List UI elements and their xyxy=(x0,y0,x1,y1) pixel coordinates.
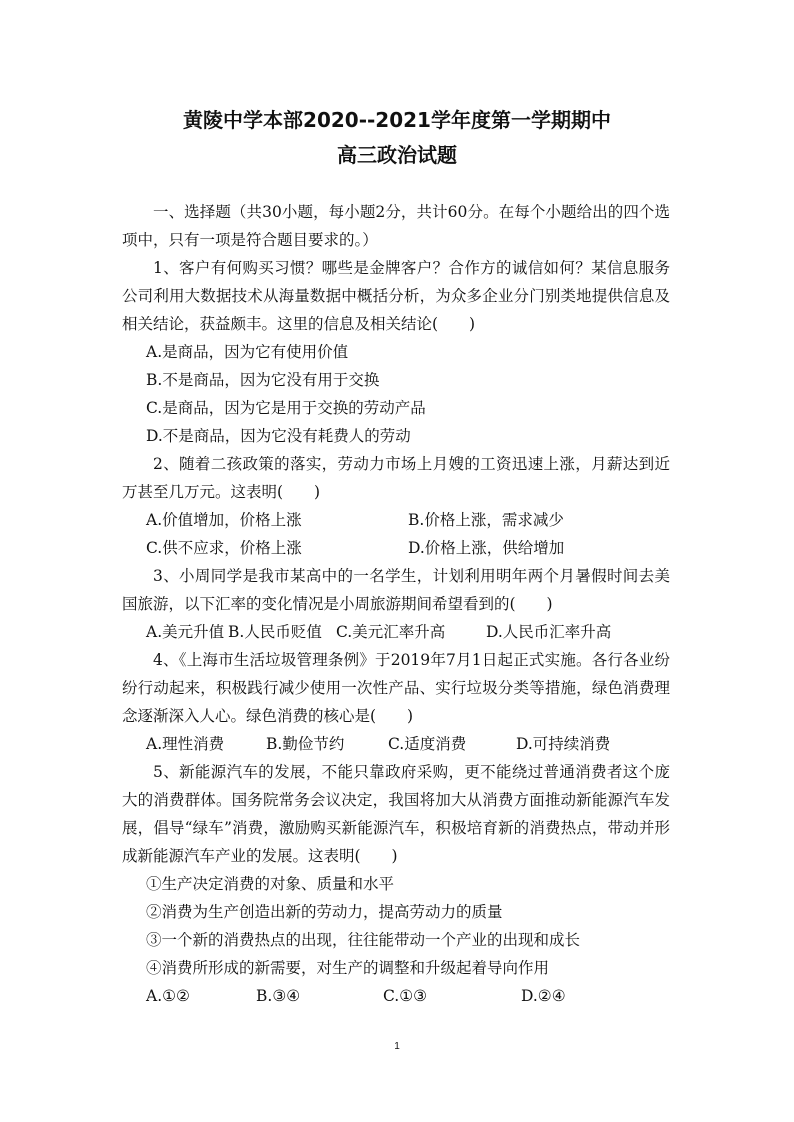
question-4-option-c: C.适度消费 xyxy=(388,735,467,753)
question-3-option-c: C.美元汇率升高 xyxy=(336,623,446,641)
question-4-option-b: B.勤俭节约 xyxy=(266,735,345,753)
question-5-option-d: D.②④ xyxy=(521,987,566,1005)
question-4-options xyxy=(122,730,670,758)
question-2-options-row-1 xyxy=(122,506,670,534)
question-5-option-b: B.③④ xyxy=(256,987,301,1005)
question-2-options-row-2 xyxy=(122,534,670,562)
question-5-stem: 5、新能源汽车的发展，不能只靠政府采购，更不能绕过普通消费者这个庞大的消费群体。国务院常务会议决定，我国将加大从消费方面推动新能源汽车发展，倡导“绿车”消费，激励购买新能源汽车，积极培育新的消费热点，带动并形成新能源汽车产业的发展。这表明( ) xyxy=(122,763,670,865)
question-3-stem: 3、小周同学是我市某高中的一名学生，计划利用明年两个月暑假时间去美国旅游，以下汇率的变化情况是小周旅游期间希望看到的( ) xyxy=(122,567,670,613)
question-5-statement-2: ②消费为生产创造出新的劳动力，提高劳动力的质量 xyxy=(146,903,503,921)
question-2-option-a: A.价值增加，价格上涨 xyxy=(146,511,302,529)
question-1-option-d: D.不是商品，因为它没有耗费人的劳动 xyxy=(146,427,411,445)
exam-subtitle: 高三政治试题 xyxy=(337,143,457,167)
question-3-option-d: D.人民币汇率升高 xyxy=(486,623,612,641)
question-1-option-c: C.是商品，因为它是用于交换的劳动产品 xyxy=(146,399,426,417)
question-4-stem: 4、《上海市生活垃圾管理条例》于2019年7月1日起正式实施。各行各业纷纷行动起来，积极践行减少使用一次性产品、实行垃圾分类等措施，绿色消费理念逐渐深入人心。绿色消费的核心是( ) xyxy=(122,651,670,725)
question-1-option-a: A.是商品，因为它有使用价值 xyxy=(146,343,349,361)
question-3-option-a: A.美元升值 xyxy=(146,623,225,641)
question-4-option-a: A.理性消费 xyxy=(146,735,225,753)
exam-title: 黄陵中学本部2020--2021学年度第一学期期中 xyxy=(183,108,611,132)
question-5-statement-3: ③一个新的消费热点的出现，往往能带动一个产业的出现和成长 xyxy=(146,931,581,949)
question-2-stem: 2、随着二孩政策的落实，劳动力市场上月嫂的工资迅速上涨，月薪达到近万甚至几万元。这表明( ) xyxy=(122,455,670,501)
question-5-options xyxy=(122,982,670,1010)
question-2-option-c: C.供不应求，价格上涨 xyxy=(146,539,302,557)
question-3-options xyxy=(122,618,670,646)
question-1-stem: 1、客户有何购买习惯？哪些是金牌客户？合作方的诚信如何？某信息服务公司利用大数据技术从海量数据中概括分析，为众多企业分门别类地提供信息及相关结论，获益颇丰。这里的信息及相关结论( ) xyxy=(122,259,670,333)
question-2-option-d: D.价格上涨，供给增加 xyxy=(408,539,565,557)
question-4-option-d: D.可持续消费 xyxy=(516,735,611,753)
page-number: 1 xyxy=(394,1041,400,1052)
question-2-option-b: B.价格上涨，需求减少 xyxy=(408,511,564,529)
exam-body xyxy=(122,198,670,1010)
question-1-option-b: B.不是商品，因为它没有用于交换 xyxy=(146,371,380,389)
question-5-statement-1: ①生产决定消费的对象、质量和水平 xyxy=(146,875,395,893)
question-5-option-c: C.①③ xyxy=(383,987,428,1005)
section-intro: 一、选择题（共30小题，每小题2分，共计60分。在每个小题给出的四个选项中，只有一项是符合题目要求的。） xyxy=(122,203,670,249)
question-5-option-a: A.①② xyxy=(146,987,190,1005)
question-3-option-b: B.人民币贬值 xyxy=(228,623,322,641)
question-5-statement-4: ④消费所形成的新需要，对生产的调整和升级起着导向作用 xyxy=(146,959,550,977)
